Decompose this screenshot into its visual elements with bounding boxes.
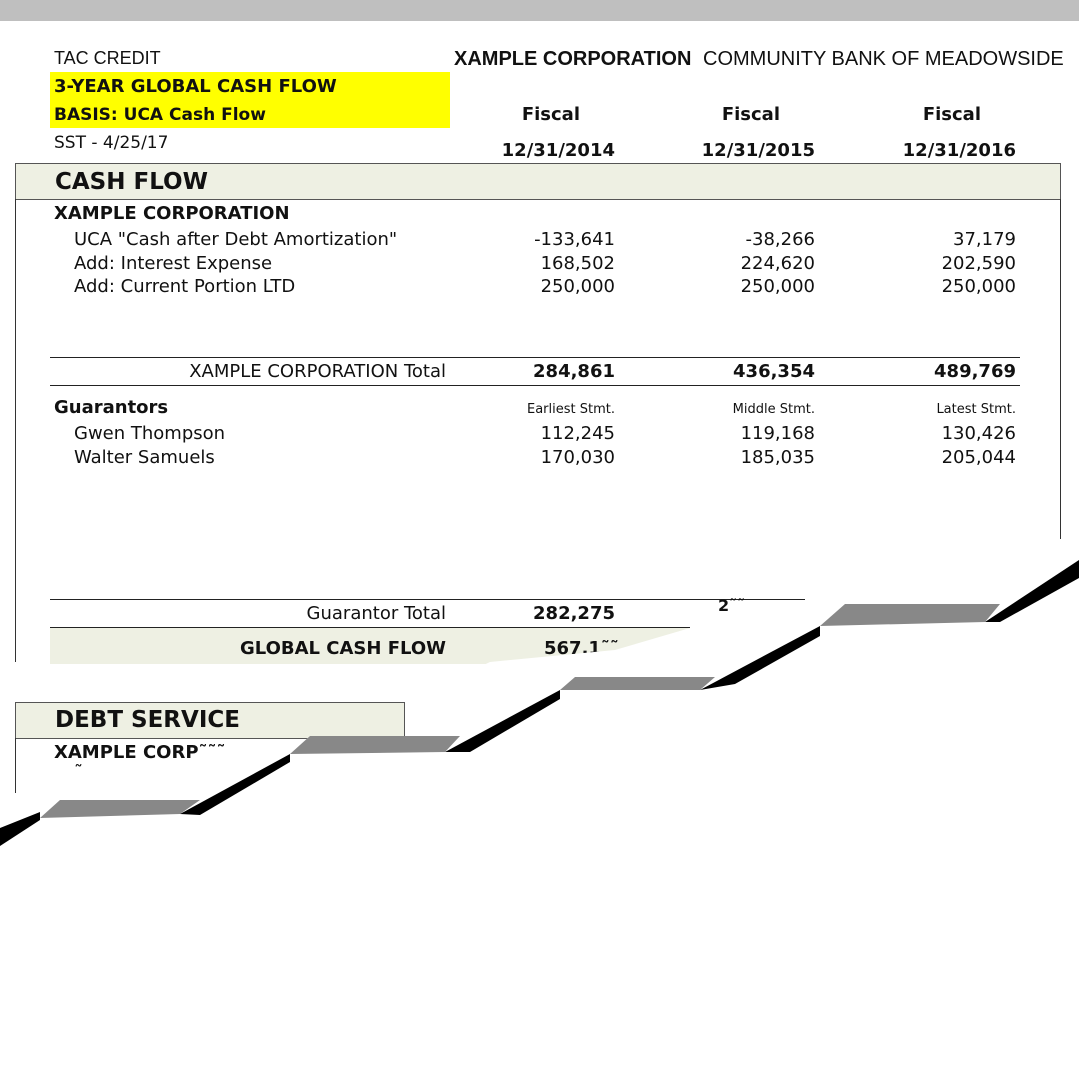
guarantors-heading: Guarantors	[54, 397, 169, 418]
guarantor1-2015: 119,168	[740, 423, 815, 444]
entity-heading: XAMPLE CORPORATION	[54, 203, 290, 224]
debt-partial-row: ˜	[74, 762, 83, 783]
stmt-label-earliest: Earliest Stmt.	[527, 402, 615, 417]
report-title: 3-YEAR GLOBAL CASH FLOW	[54, 76, 337, 97]
cash-flow-title: CASH FLOW	[55, 169, 208, 195]
global-cash-flow-2014: 567,1˜˜	[544, 638, 619, 659]
period-date-2: 12/31/2015	[701, 140, 815, 161]
guarantor-total-label: Guarantor Total	[306, 603, 446, 624]
debt-entity-heading: XAMPLE CORP˜˜˜	[54, 742, 226, 763]
interest-2016: 202,590	[941, 253, 1016, 274]
row-label-cpltd: Add: Current Portion LTD	[74, 276, 296, 297]
period-date-1: 12/31/2014	[501, 140, 615, 161]
guarantor-total-2014: 282,275	[533, 603, 615, 624]
cpltd-2015: 250,000	[740, 276, 815, 297]
bank-name: COMMUNITY BANK OF MEADOWSIDE	[703, 48, 1064, 70]
guarantor-name-1: Gwen Thompson	[74, 423, 226, 444]
cpltd-2016: 250,000	[941, 276, 1016, 297]
guarantor-total-2015-partial: 2˜˜	[718, 596, 746, 615]
cpltd-2014: 250,000	[540, 276, 615, 297]
guarantor2-2016: 205,044	[941, 447, 1016, 468]
entity-total-2015: 436,354	[733, 361, 815, 382]
stmt-label-middle: Middle Stmt.	[732, 402, 815, 417]
uca-2016: 37,179	[953, 229, 1016, 250]
period-label-1: Fiscal	[521, 104, 580, 125]
report-basis: BASIS: UCA Cash Flow	[54, 105, 266, 125]
entity-total-2016: 489,769	[934, 361, 1016, 382]
guarantor1-2016: 130,426	[941, 423, 1016, 444]
company-name: XAMPLE CORPORATION	[454, 48, 692, 70]
row-label-uca: UCA "Cash after Debt Amortization"	[74, 229, 398, 250]
entity-total-2014: 284,861	[533, 361, 615, 382]
interest-2015: 224,620	[740, 253, 815, 274]
guarantor1-2014: 112,245	[540, 423, 615, 444]
period-label-2: Fiscal	[721, 104, 780, 125]
preparer-date: SST - 4/25/17	[54, 133, 169, 153]
debt-service-title: DEBT SERVICE	[55, 707, 240, 733]
row-label-interest: Add: Interest Expense	[74, 253, 273, 274]
period-label-3: Fiscal	[922, 104, 981, 125]
entity-total-label: XAMPLE CORPORATION Total	[189, 361, 446, 382]
global-cash-flow-label: GLOBAL CASH FLOW	[239, 638, 446, 659]
guarantor2-2014: 170,030	[540, 447, 615, 468]
guarantor2-2015: 185,035	[740, 447, 815, 468]
lender-name: TAC CREDIT	[54, 48, 161, 68]
uca-2014: -133,641	[534, 229, 615, 250]
guarantor-name-2: Walter Samuels	[74, 447, 215, 468]
uca-2015: -38,266	[745, 229, 815, 250]
period-date-3: 12/31/2016	[902, 140, 1016, 161]
interest-2014: 168,502	[540, 253, 615, 274]
stmt-label-latest: Latest Stmt.	[936, 402, 1016, 417]
